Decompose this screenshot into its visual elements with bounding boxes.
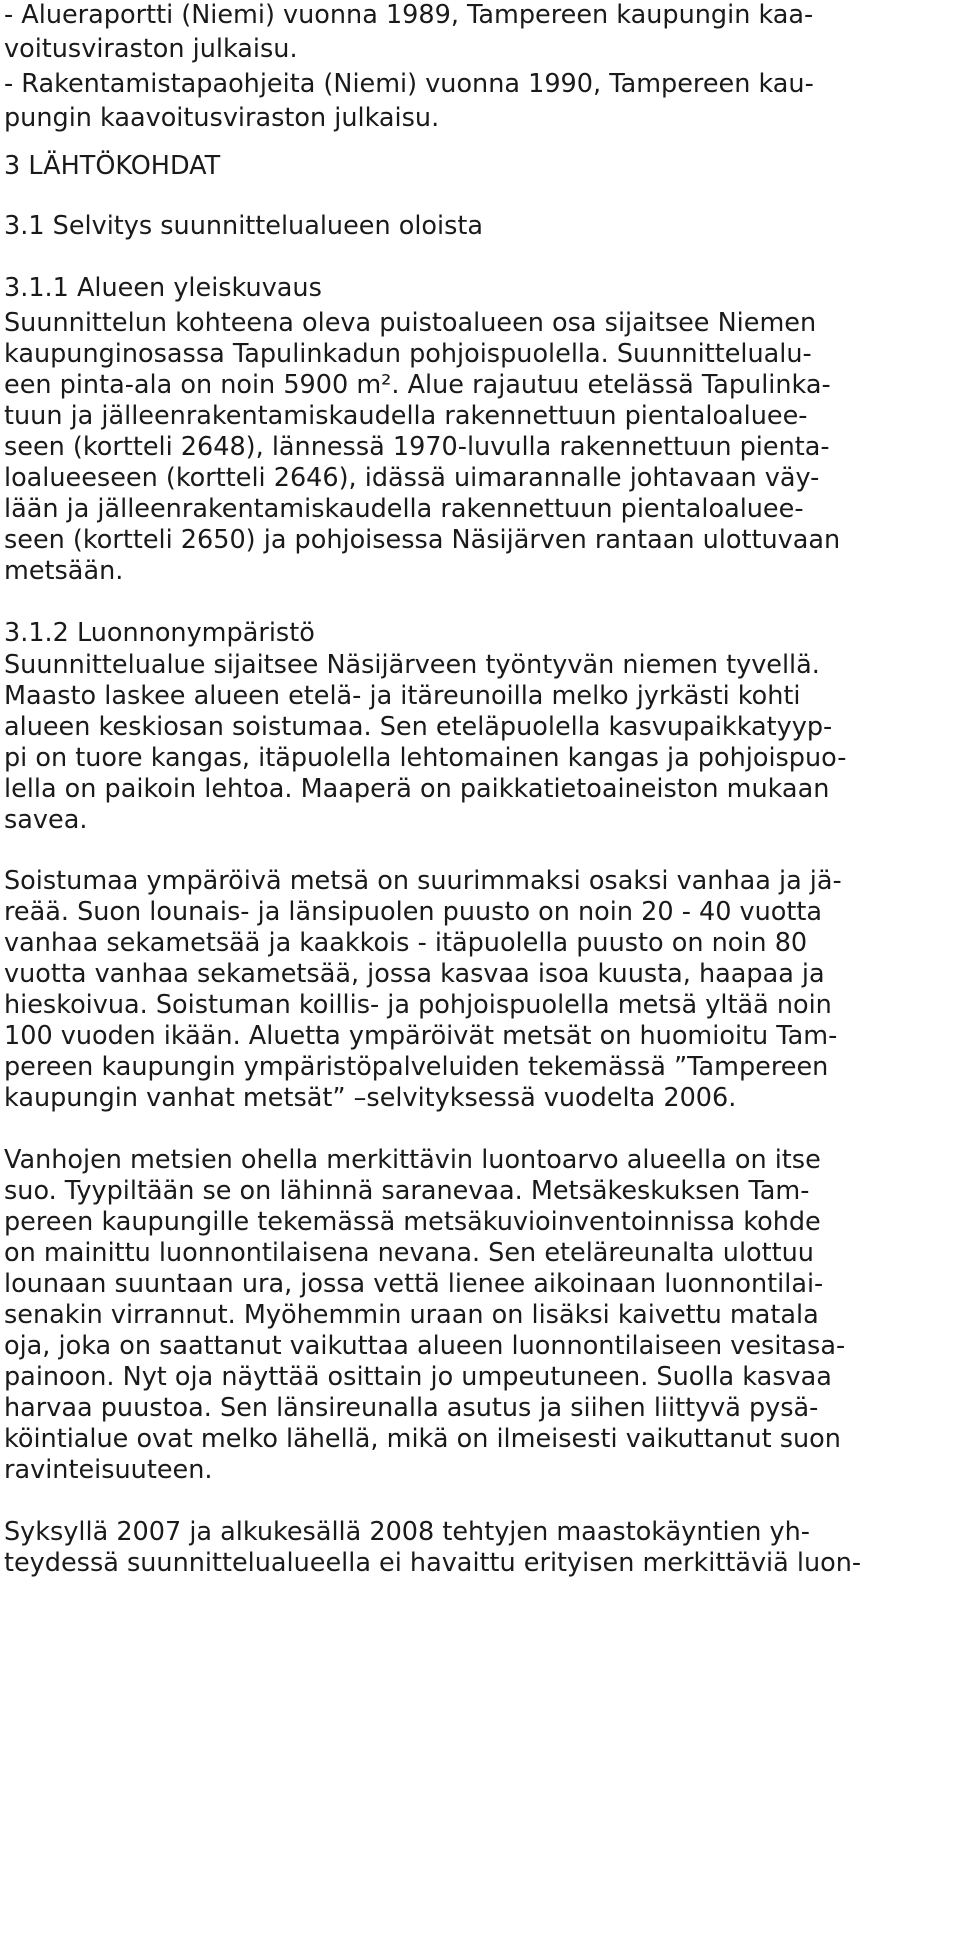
text-line: savea. (4, 805, 88, 835)
text-line: alueen keskiosan soistumaa. Sen eteläpuolella kasvupaikkatyyp- (4, 712, 833, 742)
text-line: lään ja jälleenrakentamiskaudella rakennettuun pientaloaluee- (4, 494, 804, 524)
subsection-heading: 3.1 Selvitys suunnittelualueen oloista (4, 211, 484, 241)
section-heading: 3 LÄHTÖKOHDAT (4, 151, 221, 181)
text-line: metsään. (4, 556, 124, 586)
text-line: senakin virrannut. Myöhemmin uraan on lisäksi kaivettu matala (4, 1300, 819, 1330)
text-line: oja, joka on saattanut vaikuttaa alueen luonnontilaiseen vesitasa- (4, 1331, 846, 1361)
text-line: lounaan suuntaan ura, jossa vettä lienee aikoinaan luonnontilai- (4, 1269, 824, 1299)
text-line: pi on tuore kangas, itäpuolella lehtomainen kangas ja pohjoispuo- (4, 743, 847, 773)
text-line: painoon. Nyt oja näyttää osittain jo umpeutuneen. Suolla kasvaa (4, 1362, 832, 1392)
subsection-heading: 3.1.2 Luonnonympäristö (4, 618, 315, 648)
text-line: vanhaa sekametsää ja kaakkois - itäpuolella puusto on noin 80 (4, 928, 808, 958)
text-line: - Rakentamistapaohjeita (Niemi) vuonna 1990, Tampereen kau- (4, 69, 814, 99)
subsection-heading: 3.1.1 Alueen yleiskuvaus (4, 273, 322, 303)
text-line: reää. Suon lounais- ja länsipuolen puusto on noin 20 - 40 vuotta (4, 897, 823, 927)
text-line: vuotta vanhaa sekametsää, jossa kasvaa isoa kuusta, haapaa ja (4, 959, 825, 989)
text-line: lella on paikoin lehtoa. Maaperä on paikkatietoaineiston mukaan (4, 774, 830, 804)
text-line: suo. Tyypiltään se on lähinnä saranevaa. Metsäkeskuksen Tam- (4, 1176, 810, 1206)
text-line: Soistumaa ympäröivä metsä on suurimmaksi osaksi vanhaa ja jä- (4, 866, 842, 896)
text-line: hieskoivua. Soistuman koillis- ja pohjoispuolella metsä yltää noin (4, 990, 832, 1020)
text-line: Maasto laskee alueen etelä- ja itäreunoilla melko jyrkästi kohti (4, 681, 801, 711)
text-line: Vanhojen metsien ohella merkittävin luontoarvo alueella on itse (4, 1145, 821, 1175)
text-line: pereen kaupungin ympäristöpalveluiden tekemässä ”Tampereen (4, 1052, 829, 1082)
text-line: seen (kortteli 2650) ja pohjoisessa Näsijärven rantaan ulottuvaan (4, 525, 841, 555)
text-line: tuun ja jälleenrakentamiskaudella rakennettuun pientaloaluee- (4, 401, 808, 431)
text-line: - Alueraportti (Niemi) vuonna 1989, Tampereen kaupungin kaa- (4, 0, 814, 30)
text-line: voitusviraston julkaisu. (4, 34, 298, 64)
text-line: harvaa puustoa. Sen länsireunalla asutus ja siihen liittyvä pysä- (4, 1393, 819, 1423)
text-line: kaupunginosassa Tapulinkadun pohjoispuolella. Suunnittelualu- (4, 339, 812, 369)
text-line: loalueeseen (kortteli 2646), idässä uimarannalle johtavaan väy- (4, 463, 820, 493)
text-line: on mainittu luonnontilaisena nevana. Sen eteläreunalta ulottuu (4, 1238, 814, 1268)
text-line: seen (kortteli 2648), lännessä 1970-luvulla rakennettuun pienta- (4, 432, 830, 462)
text-line: Suunnittelun kohteena oleva puistoalueen osa sijaitsee Niemen (4, 308, 817, 338)
text-line: Syksyllä 2007 ja alkukesällä 2008 tehtyjen maastokäyntien yh- (4, 1517, 811, 1547)
text-line: teydessä suunnittelualueella ei havaittu erityisen merkittäviä luon- (4, 1548, 862, 1578)
text-line: Suunnittelualue sijaitsee Näsijärveen työntyvän niemen tyvellä. (4, 650, 820, 680)
text-line: 100 vuoden ikään. Aluetta ympäröivät metsät on huomioitu Tam- (4, 1021, 838, 1051)
text-line: pereen kaupungille tekemässä metsäkuvioinventoinnissa kohde (4, 1207, 821, 1237)
text-line: een pinta-ala on noin 5900 m². Alue rajautuu etelässä Tapulinka- (4, 370, 831, 400)
text-line: köintialue ovat melko lähellä, mikä on ilmeisesti vaikuttanut suon (4, 1424, 841, 1454)
text-line: kaupungin vanhat metsät” –selvityksessä vuodelta 2006. (4, 1083, 737, 1113)
text-line: pungin kaavoitusviraston julkaisu. (4, 103, 440, 133)
text-line: ravinteisuuteen. (4, 1455, 213, 1485)
